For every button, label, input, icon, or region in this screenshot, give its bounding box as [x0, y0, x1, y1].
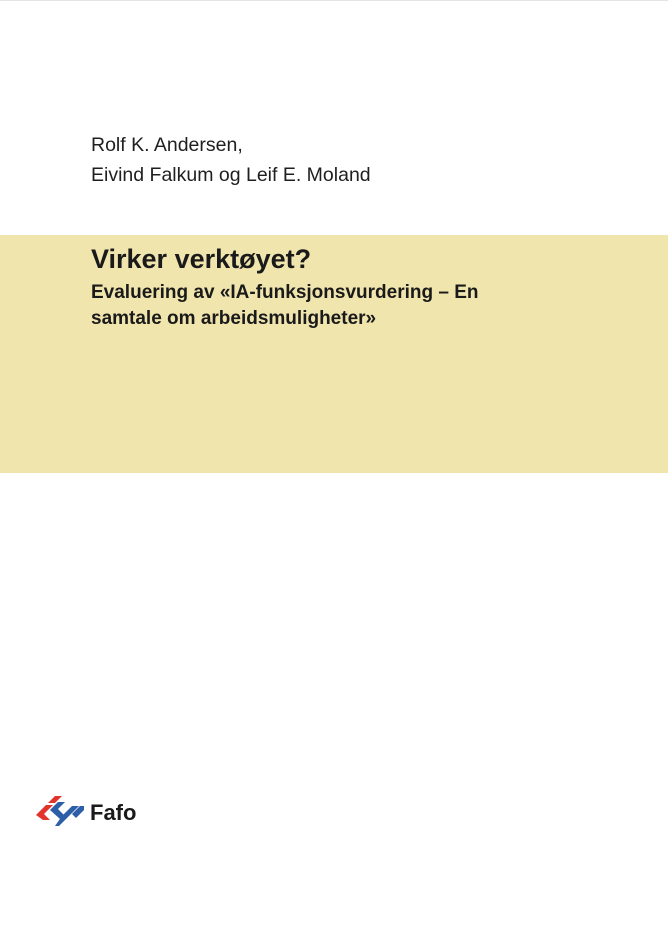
- publisher-name: Fafo: [90, 800, 137, 825]
- subtitle-line-2: samtale om arbeidsmuligheter»: [91, 308, 377, 329]
- report-subtitle: [91, 280, 479, 332]
- subtitle-line-1: Evaluering av «IA-funksjonsvurdering – En: [91, 282, 479, 303]
- report-title: Virker verktøyet?: [91, 244, 312, 274]
- author-list: [91, 130, 371, 190]
- publisher-logo: [36, 796, 136, 830]
- fafo-logo-icon: [36, 796, 84, 830]
- author-line-1: Rolf K. Andersen,: [91, 134, 243, 156]
- author-line-2: Eivind Falkum og Leif E. Moland: [91, 164, 371, 186]
